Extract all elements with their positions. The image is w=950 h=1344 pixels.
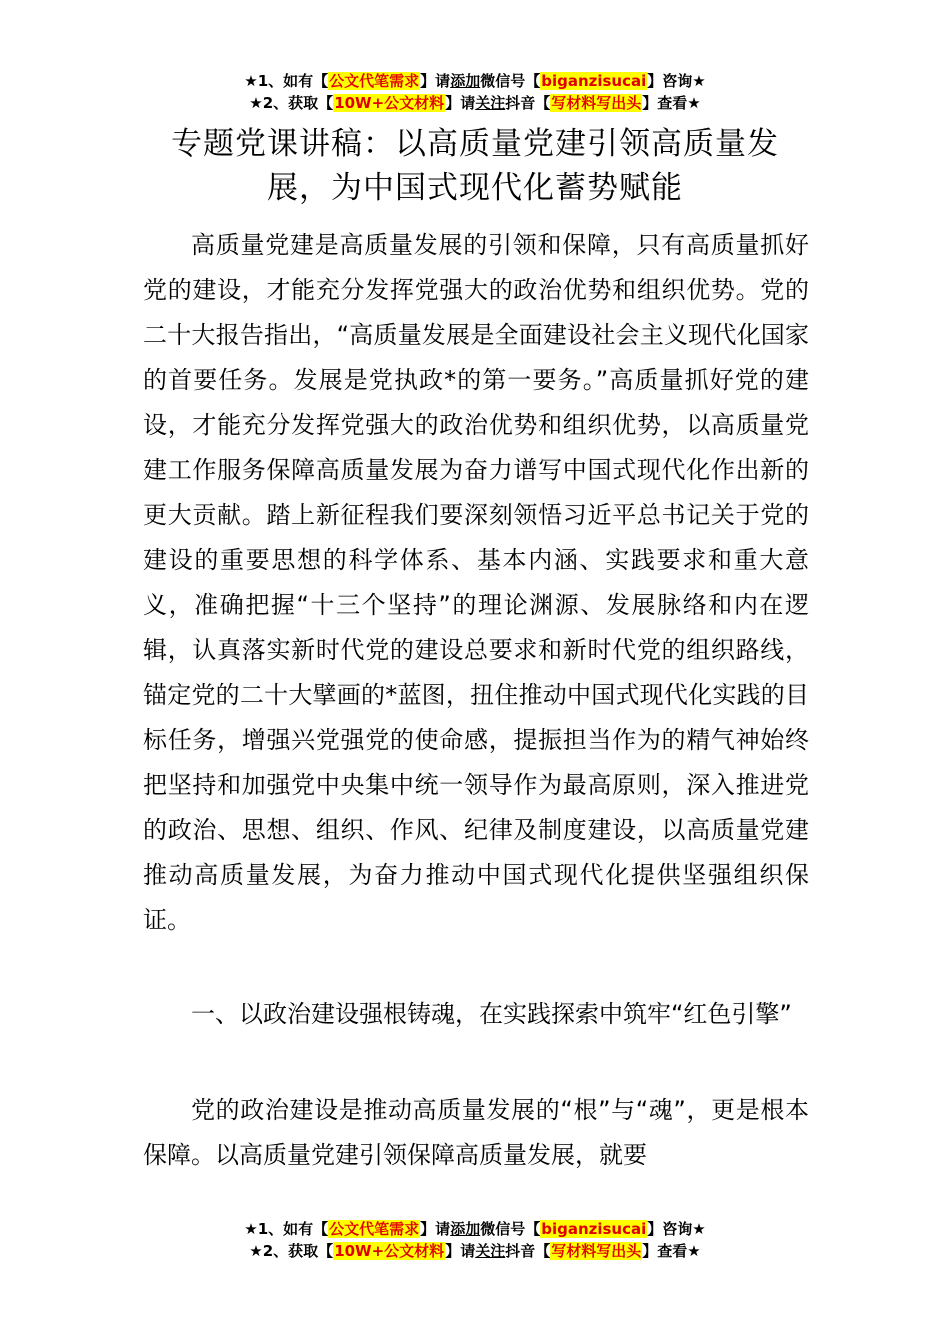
promo-line-1: ★1、如有【公文代笔需求】请添加微信号【biganzisucai】咨询★ bbox=[244, 1220, 706, 1238]
highlight-wechat-id: biganzisucai bbox=[541, 72, 647, 90]
promo-line-1: ★1、如有【公文代笔需求】请添加微信号【biganzisucai】咨询★ bbox=[244, 72, 706, 90]
promo-line-2: ★2、获取【10W+公文材料】请关注抖音【写材料写出头】查看★ bbox=[249, 1242, 701, 1260]
highlight-materials: 10W+公文材料 bbox=[334, 1242, 445, 1260]
promo-banner-bottom bbox=[0, 1218, 950, 1262]
highlight-douyin-account: 写材料写出头 bbox=[551, 1242, 642, 1260]
promo-banner-top bbox=[0, 70, 950, 114]
promo-line-2: ★2、获取【10W+公文材料】请关注抖音【写材料写出头】查看★ bbox=[249, 94, 701, 112]
body-paragraph-1: 高质量党建是高质量发展的引领和保障，只有高质量抓好党的建设，才能充分发挥党强大的政治优势和组织优势。党的二十大报告指出，“高质量发展是全面建设社会主义现代化国家的首要任务。发展是党执政*的第一要务。”高质量抓好党的建设，才能充分发挥党强大的政治优势和组织优势，以高质量党建工作服务保障高质量发展为奋力谱写中国式现代化作出新的更大贡献。踏上新征程我们要深刻领悟习近平总书记关于党的建设的重要思想的科学体系、基本内涵、实践要求和重大意义，准确把握“十三个坚持”的理论渊源、发展脉络和内在逻辑，认真落实新时代党的建设总要求和新时代党的组织路线，锚定党的二十大擘画的*蓝图，扭住推动中国式现代化实践的目标任务，增强兴党强党的使命感，提振担当作为的精气神始终把坚持和加强党中央集中统一领导作为最高原则，深入推进党的政治、思想、组织、作风、纪律及制度建设，以高质量党建推动高质量发展，为奋力推动中国式现代化提供坚强组织保证。 bbox=[143, 231, 809, 934]
body-paragraph-2: 党的政治建设是推动高质量发展的“根”与“魂”，更是根本保障。以高质量党建引领保障高质量发展，就要 bbox=[143, 1096, 809, 1169]
highlight-wechat-id: biganzisucai bbox=[541, 1220, 647, 1238]
highlight-materials: 10W+公文材料 bbox=[334, 94, 445, 112]
highlight-service: 公文代笔需求 bbox=[329, 1220, 420, 1238]
highlight-douyin-account: 写材料写出头 bbox=[551, 94, 642, 112]
highlight-service: 公文代笔需求 bbox=[329, 72, 420, 90]
document-title: 专题党课讲稿：以高质量党建引领高质量发展，为中国式现代化蓄势赋能 bbox=[171, 126, 779, 206]
section-heading-1: 一、以政治建设强根铸魂，在实践探索中筑牢“红色引擎” bbox=[191, 1000, 792, 1028]
